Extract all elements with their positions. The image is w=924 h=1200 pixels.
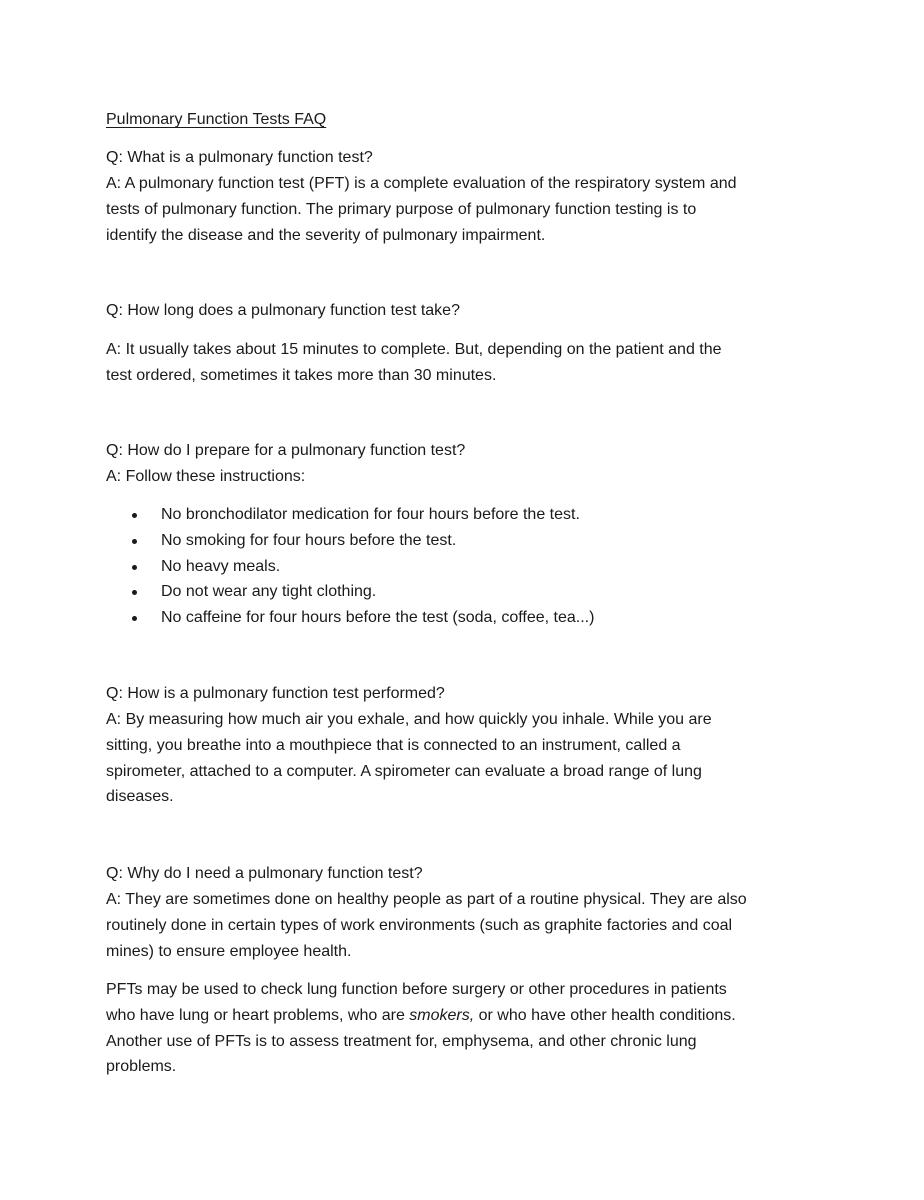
- answer-line: A: By measuring how much air you exhale, and how quickly you inhale. While you are: [106, 711, 712, 728]
- list-item-text: No caffeine for four hours before the test (soda, coffee, tea...): [161, 609, 595, 627]
- bullet-icon: [132, 513, 137, 518]
- answer-line: diseases.: [106, 788, 174, 806]
- text-span: who have lung or heart problems, who are: [106, 1006, 410, 1024]
- answer-line: A: It usually takes about 15 minutes to complete. But, depending on the patient and the: [106, 341, 722, 358]
- preparation-instructions-list: [106, 502, 594, 631]
- faq-question-5: Q: Why do I need a pulmonary function test?: [106, 865, 423, 882]
- list-item-text: Do not wear any tight clothing.: [161, 583, 377, 601]
- answer-line: routinely done in certain types of work environments (such as graphite factories and coal: [106, 916, 733, 934]
- faq-answer-5-extra-paragraph: [106, 977, 818, 1080]
- answer-line: sitting, you breathe into a mouthpiece that is connected to an instrument, called a: [106, 736, 681, 754]
- text-span: or who have other health conditions.: [474, 1006, 736, 1024]
- list-item-text: No heavy meals.: [161, 557, 281, 575]
- faq-question-2: Q: How long does a pulmonary function test take?: [106, 302, 460, 319]
- faq-answer-1: [106, 171, 818, 248]
- faq-answer-3-intro: A: Follow these instructions:: [106, 468, 306, 485]
- bullet-icon: [132, 590, 137, 595]
- faq-answer-4: [106, 707, 818, 810]
- answer-line: tests of pulmonary function. The primary purpose of pulmonary function testing is to: [106, 200, 697, 218]
- answer-line: identify the disease and the severity of pulmonary impairment.: [106, 226, 546, 244]
- italic-text: smokers,: [409, 1006, 475, 1024]
- paragraph-line: problems.: [106, 1058, 177, 1076]
- bullet-icon: [132, 616, 137, 621]
- list-item: [106, 528, 594, 554]
- list-item: [106, 554, 594, 580]
- faq-question-3: Q: How do I prepare for a pulmonary function test?: [106, 442, 466, 459]
- faq-answer-5: [106, 887, 818, 964]
- answer-line: A: They are sometimes done on healthy people as part of a routine physical. They are also: [106, 891, 747, 908]
- answer-line: test ordered, sometimes it takes more than 30 minutes.: [106, 366, 497, 384]
- paragraph-line: PFTs may be used to check lung function before surgery or other procedures in patients: [106, 981, 727, 998]
- list-item: [106, 605, 594, 631]
- answer-line: A: A pulmonary function test (PFT) is a complete evaluation of the respiratory system and: [106, 175, 737, 192]
- document-title: Pulmonary Function Tests FAQ: [106, 111, 327, 128]
- answer-line: spirometer, attached to a computer. A spirometer can evaluate a broad range of lung: [106, 762, 702, 780]
- answer-line: mines) to ensure employee health.: [106, 942, 352, 960]
- faq-question-4: Q: How is a pulmonary function test performed?: [106, 685, 445, 702]
- paragraph-line: [106, 1003, 818, 1029]
- list-item-text: No smoking for four hours before the test.: [161, 531, 457, 549]
- list-item: [106, 502, 594, 528]
- faq-answer-2: [106, 337, 818, 389]
- bullet-icon: [132, 565, 137, 570]
- faq-question-1: Q: What is a pulmonary function test?: [106, 149, 373, 166]
- list-item: [106, 579, 594, 605]
- paragraph-line: Another use of PFTs is to assess treatment for, emphysema, and other chronic lung: [106, 1032, 697, 1050]
- bullet-icon: [132, 539, 137, 544]
- list-item-text: No bronchodilator medication for four hours before the test.: [161, 506, 580, 523]
